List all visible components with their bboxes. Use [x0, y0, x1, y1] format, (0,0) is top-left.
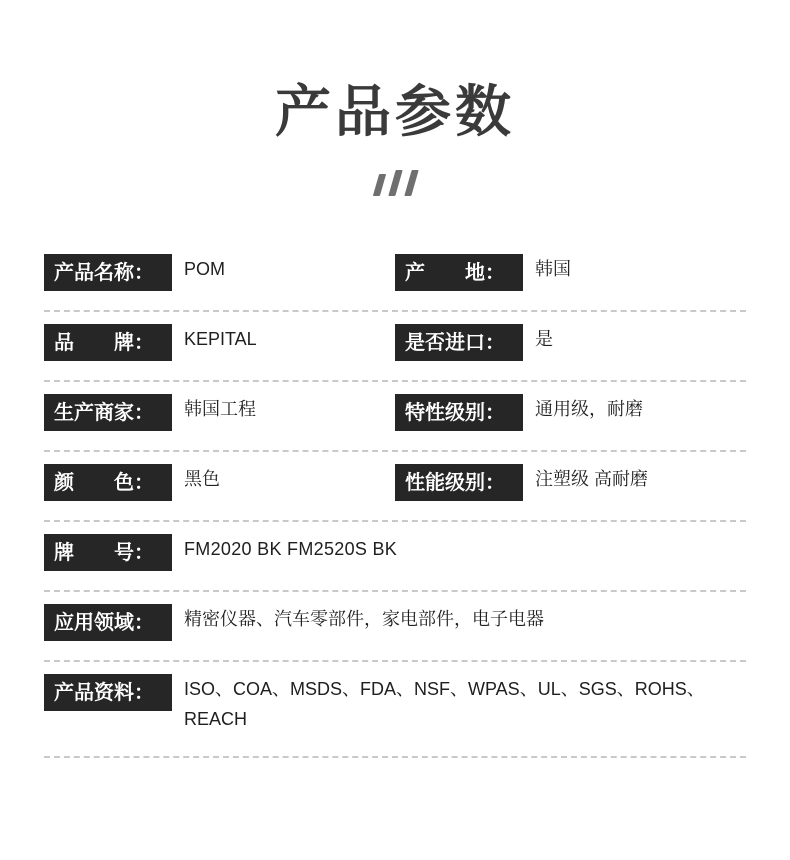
spec-label: 应用领域：	[44, 604, 172, 641]
tick-mark-icon	[404, 170, 418, 196]
spec-label: 品 牌：	[44, 324, 172, 361]
spec-label: 是否进口：	[395, 324, 523, 361]
decorative-ticks	[0, 166, 790, 196]
spec-value: POM	[184, 258, 226, 279]
spec-cell-left	[44, 312, 395, 361]
spec-cell-right	[395, 242, 746, 291]
spec-cell-left	[44, 452, 395, 501]
spec-value: 韩国工程	[184, 398, 256, 419]
spec-label: 特性级别：	[395, 394, 523, 431]
spec-row	[44, 522, 746, 592]
spec-value: FM2020 BK FM2520S BK	[184, 538, 398, 559]
spec-row	[44, 382, 746, 452]
tick-mark-icon	[372, 174, 385, 196]
page-header	[0, 0, 790, 196]
page-title: 产品参数	[275, 80, 515, 145]
spec-label: 产 地：	[395, 254, 523, 291]
spec-value: 精密仪器、汽车零部件，家电部件，电子电器	[184, 608, 544, 629]
spec-cell-full	[44, 662, 746, 734]
spec-row	[44, 592, 746, 662]
spec-cell-right	[395, 312, 746, 361]
spec-label: 产品资料：	[44, 674, 172, 711]
spec-label: 生产商家：	[44, 394, 172, 431]
spec-row	[44, 662, 746, 758]
spec-label: 牌 号：	[44, 534, 172, 571]
spec-cell-full	[44, 522, 746, 571]
tick-mark-icon	[388, 170, 402, 196]
spec-value: 是	[535, 328, 553, 349]
spec-value: KEPITAL	[184, 328, 257, 349]
spec-cell-full	[44, 592, 746, 641]
spec-cell-right	[395, 382, 746, 431]
spec-value: 通用级，耐磨	[535, 398, 643, 419]
spec-cell-right	[395, 452, 746, 501]
spec-cell-left	[44, 382, 395, 431]
spec-value: 韩国	[535, 258, 571, 279]
spec-label: 产品名称：	[44, 254, 172, 291]
spec-row	[44, 312, 746, 382]
spec-label: 颜 色：	[44, 464, 172, 501]
spec-value: 黑色	[184, 468, 220, 489]
page-bottom-space	[0, 758, 790, 818]
spec-label: 性能级别：	[395, 464, 523, 501]
spec-row	[44, 452, 746, 522]
spec-value: ISO、COA、MSDS、FDA、NSF、WPAS、UL、SGS、ROHS、REACH	[184, 678, 705, 729]
spec-row	[44, 242, 746, 312]
spec-value: 注塑级 高耐磨	[535, 468, 649, 489]
specs-table	[44, 242, 746, 758]
spec-cell-left	[44, 242, 395, 291]
